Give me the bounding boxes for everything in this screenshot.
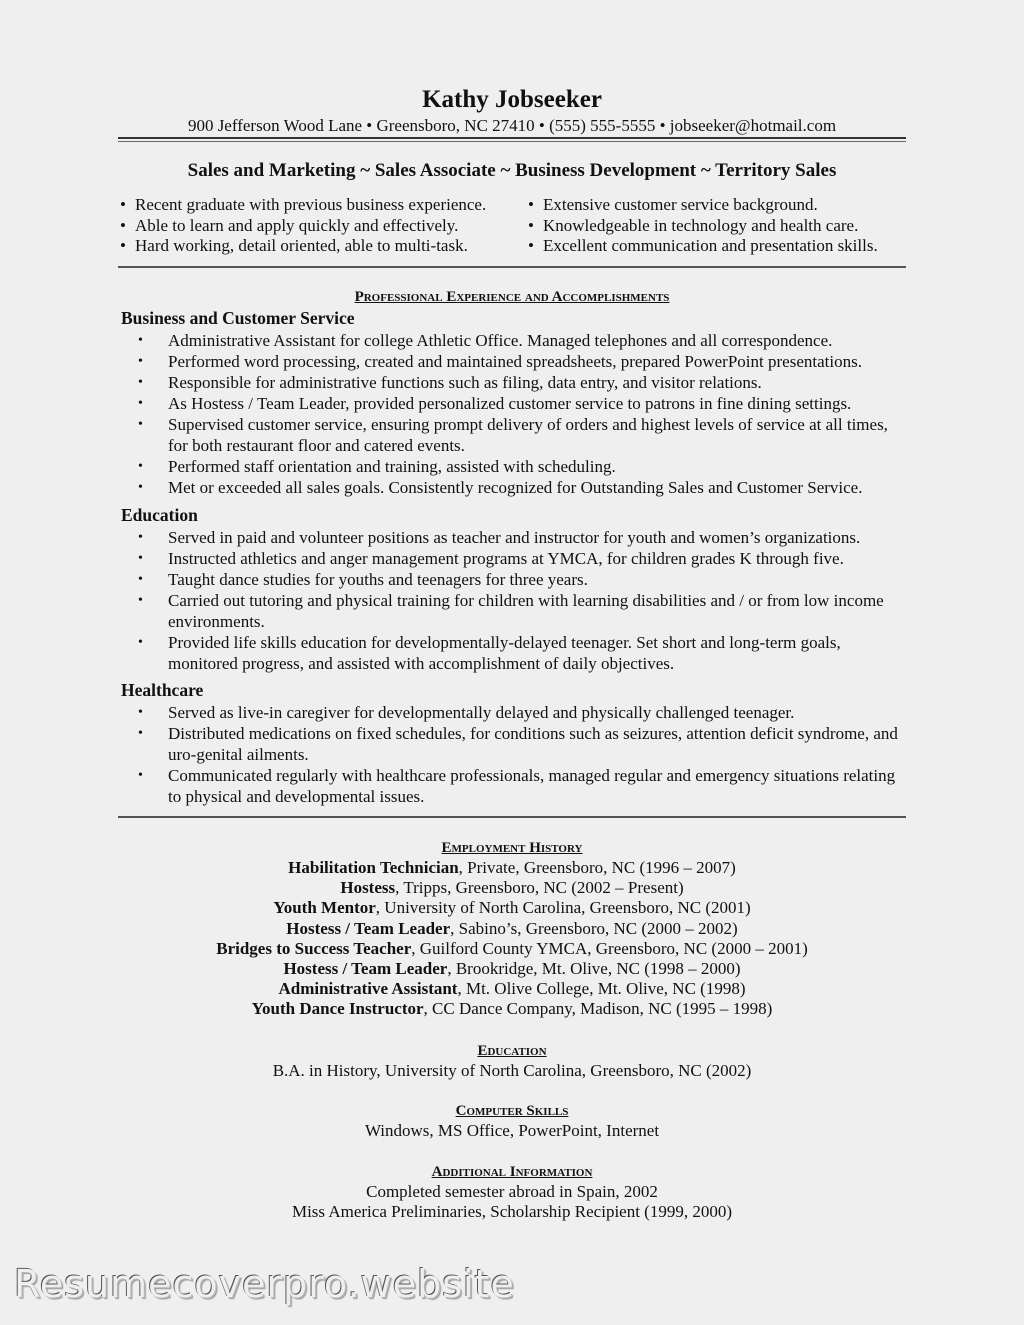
job-entry: Youth Mentor, University of North Carolina, Greensboro, NC (2001) [273,898,751,918]
job-entry: Habilitation Technician, Private, Greensboro, NC (1996 – 2007) [288,858,736,877]
summary-item: • Able to learn and apply quickly and effectively. [120,215,459,235]
header-divider [118,137,906,142]
summary-item: • Recent graduate with previous business experience. [120,195,487,214]
list-item: • Instructed athletics and anger management programs at YMCA, for children grades K through five. [138,548,908,569]
list-item: • Carried out tutoring and physical training for children with learning disabilities and / or from low income environments. [138,590,908,632]
education-details [0,1061,1024,1081]
job-entry: Bridges to Success Teacher, Guilford County YMCA, Greensboro, NC (2000 – 2001) [216,938,808,958]
bullet-icon: • [120,195,126,214]
education-line: B.A. in History, University of North Carolina, Greensboro, NC (2002) [272,1061,752,1080]
summary-divider [118,266,906,268]
target-roles: Sales and Marketing ~ Sales Associate ~ Business Development ~ Territory Sales [187,160,837,181]
skills-details [0,1121,1024,1141]
summary-column-2 [528,195,878,257]
list-item: • As Hostess / Team Leader, provided personalized customer service to patrons in fine dining settings. [138,393,908,414]
business-list [138,330,908,498]
contact-line: 900 Jefferson Wood Lane • Greensboro, NC 27410 • (555) 555-5555 • jobseeker@hotmail.com [187,116,837,135]
list-item: • Distributed medications on fixed schedules, for conditions such as seizures, attention deficit syndrome, and uro-genital ailments. [138,723,908,765]
list-item: • Communicated regularly with healthcare professionals, managed regular and emergency situations relating to physical and developmental issues. [138,765,908,807]
bullet-icon: • [120,215,126,235]
job-entry: Administrative Assistant, Mt. Olive College, Mt. Olive, NC (1998) [278,979,746,999]
summary-item: • Excellent communication and presentation skills. [528,236,878,255]
summary-column-1 [120,195,486,257]
watermark: Resumecoverpro.website [14,1262,515,1306]
subhead-healthcare: Healthcare [121,680,204,700]
subhead-education: Education [121,505,198,525]
list-item: • Responsible for administrative functions such as filing, data entry, and visitor relations. [138,372,908,393]
experience-divider [118,816,906,818]
list-item: • Performed staff orientation and training, assisted with scheduling. [138,456,908,477]
list-item: • Served in paid and volunteer positions as teacher and instructor for youth and women’s organizations. [138,527,908,548]
skills-title: Computer Skills [455,1103,569,1119]
summary-item: • Knowledgeable in technology and health care. [528,215,859,235]
summary-item: • Hard working, detail oriented, able to multi-task. [120,236,468,255]
additional-title: Additional Information [431,1164,593,1180]
list-item: • Supervised customer service, ensuring prompt delivery of orders and highest levels of service at all times, for both restaurant floor and catered events. [138,414,908,456]
list-item: • Served as live-in caregiver for developmentally delayed and physically challenged teenager. [138,702,908,723]
job-entry: Hostess, Tripps, Greensboro, NC (2002 – Present) [340,878,684,898]
bullet-icon: • [120,236,126,255]
additional-line: Miss America Preliminaries, Scholarship Recipient (1999, 2000) [291,1202,733,1222]
list-item: • Provided life skills education for developmentally-delayed teenager. Set short and long-term goals, monitored progress, and assisted with accomplishment of daily objectives. [138,632,908,674]
additional-details [0,1182,1024,1222]
candidate-name: Kathy Jobseeker [422,86,602,113]
list-item: • Taught dance studies for youths and teenagers for three years. [138,569,908,590]
employment-list [0,858,1024,1020]
bullet-icon: • [528,195,534,214]
education-list [138,527,908,674]
list-item: • Met or exceeded all sales goals. Consistently recognized for Outstanding Sales and Customer Service. [138,477,908,498]
additional-line: Completed semester abroad in Spain, 2002 [366,1182,658,1201]
job-entry: Hostess / Team Leader, Brookridge, Mt. Olive, NC (1998 – 2000) [283,959,741,979]
experience-title: Professional Experience and Accomplishments [354,289,670,305]
bullet-icon: • [528,215,534,235]
employment-title: Employment History [441,840,583,856]
subhead-business: Business and Customer Service [121,308,355,328]
list-item: • Administrative Assistant for college Athletic Office. Managed telephones and all correspondence. [138,330,908,351]
job-entry: Hostess / Team Leader, Sabino’s, Greensboro, NC (2000 – 2002) [286,918,738,938]
summary-item: • Extensive customer service background. [528,195,818,214]
bullet-icon: • [528,236,534,255]
job-entry: Youth Dance Instructor, CC Dance Company, Madison, NC (1995 – 1998) [251,999,773,1019]
skills-line: Windows, MS Office, PowerPoint, Internet [364,1121,660,1140]
healthcare-list [138,702,908,807]
list-item: • Performed word processing, created and maintained spreadsheets, prepared PowerPoint presentations. [138,351,908,372]
education-title: Education [477,1043,547,1059]
